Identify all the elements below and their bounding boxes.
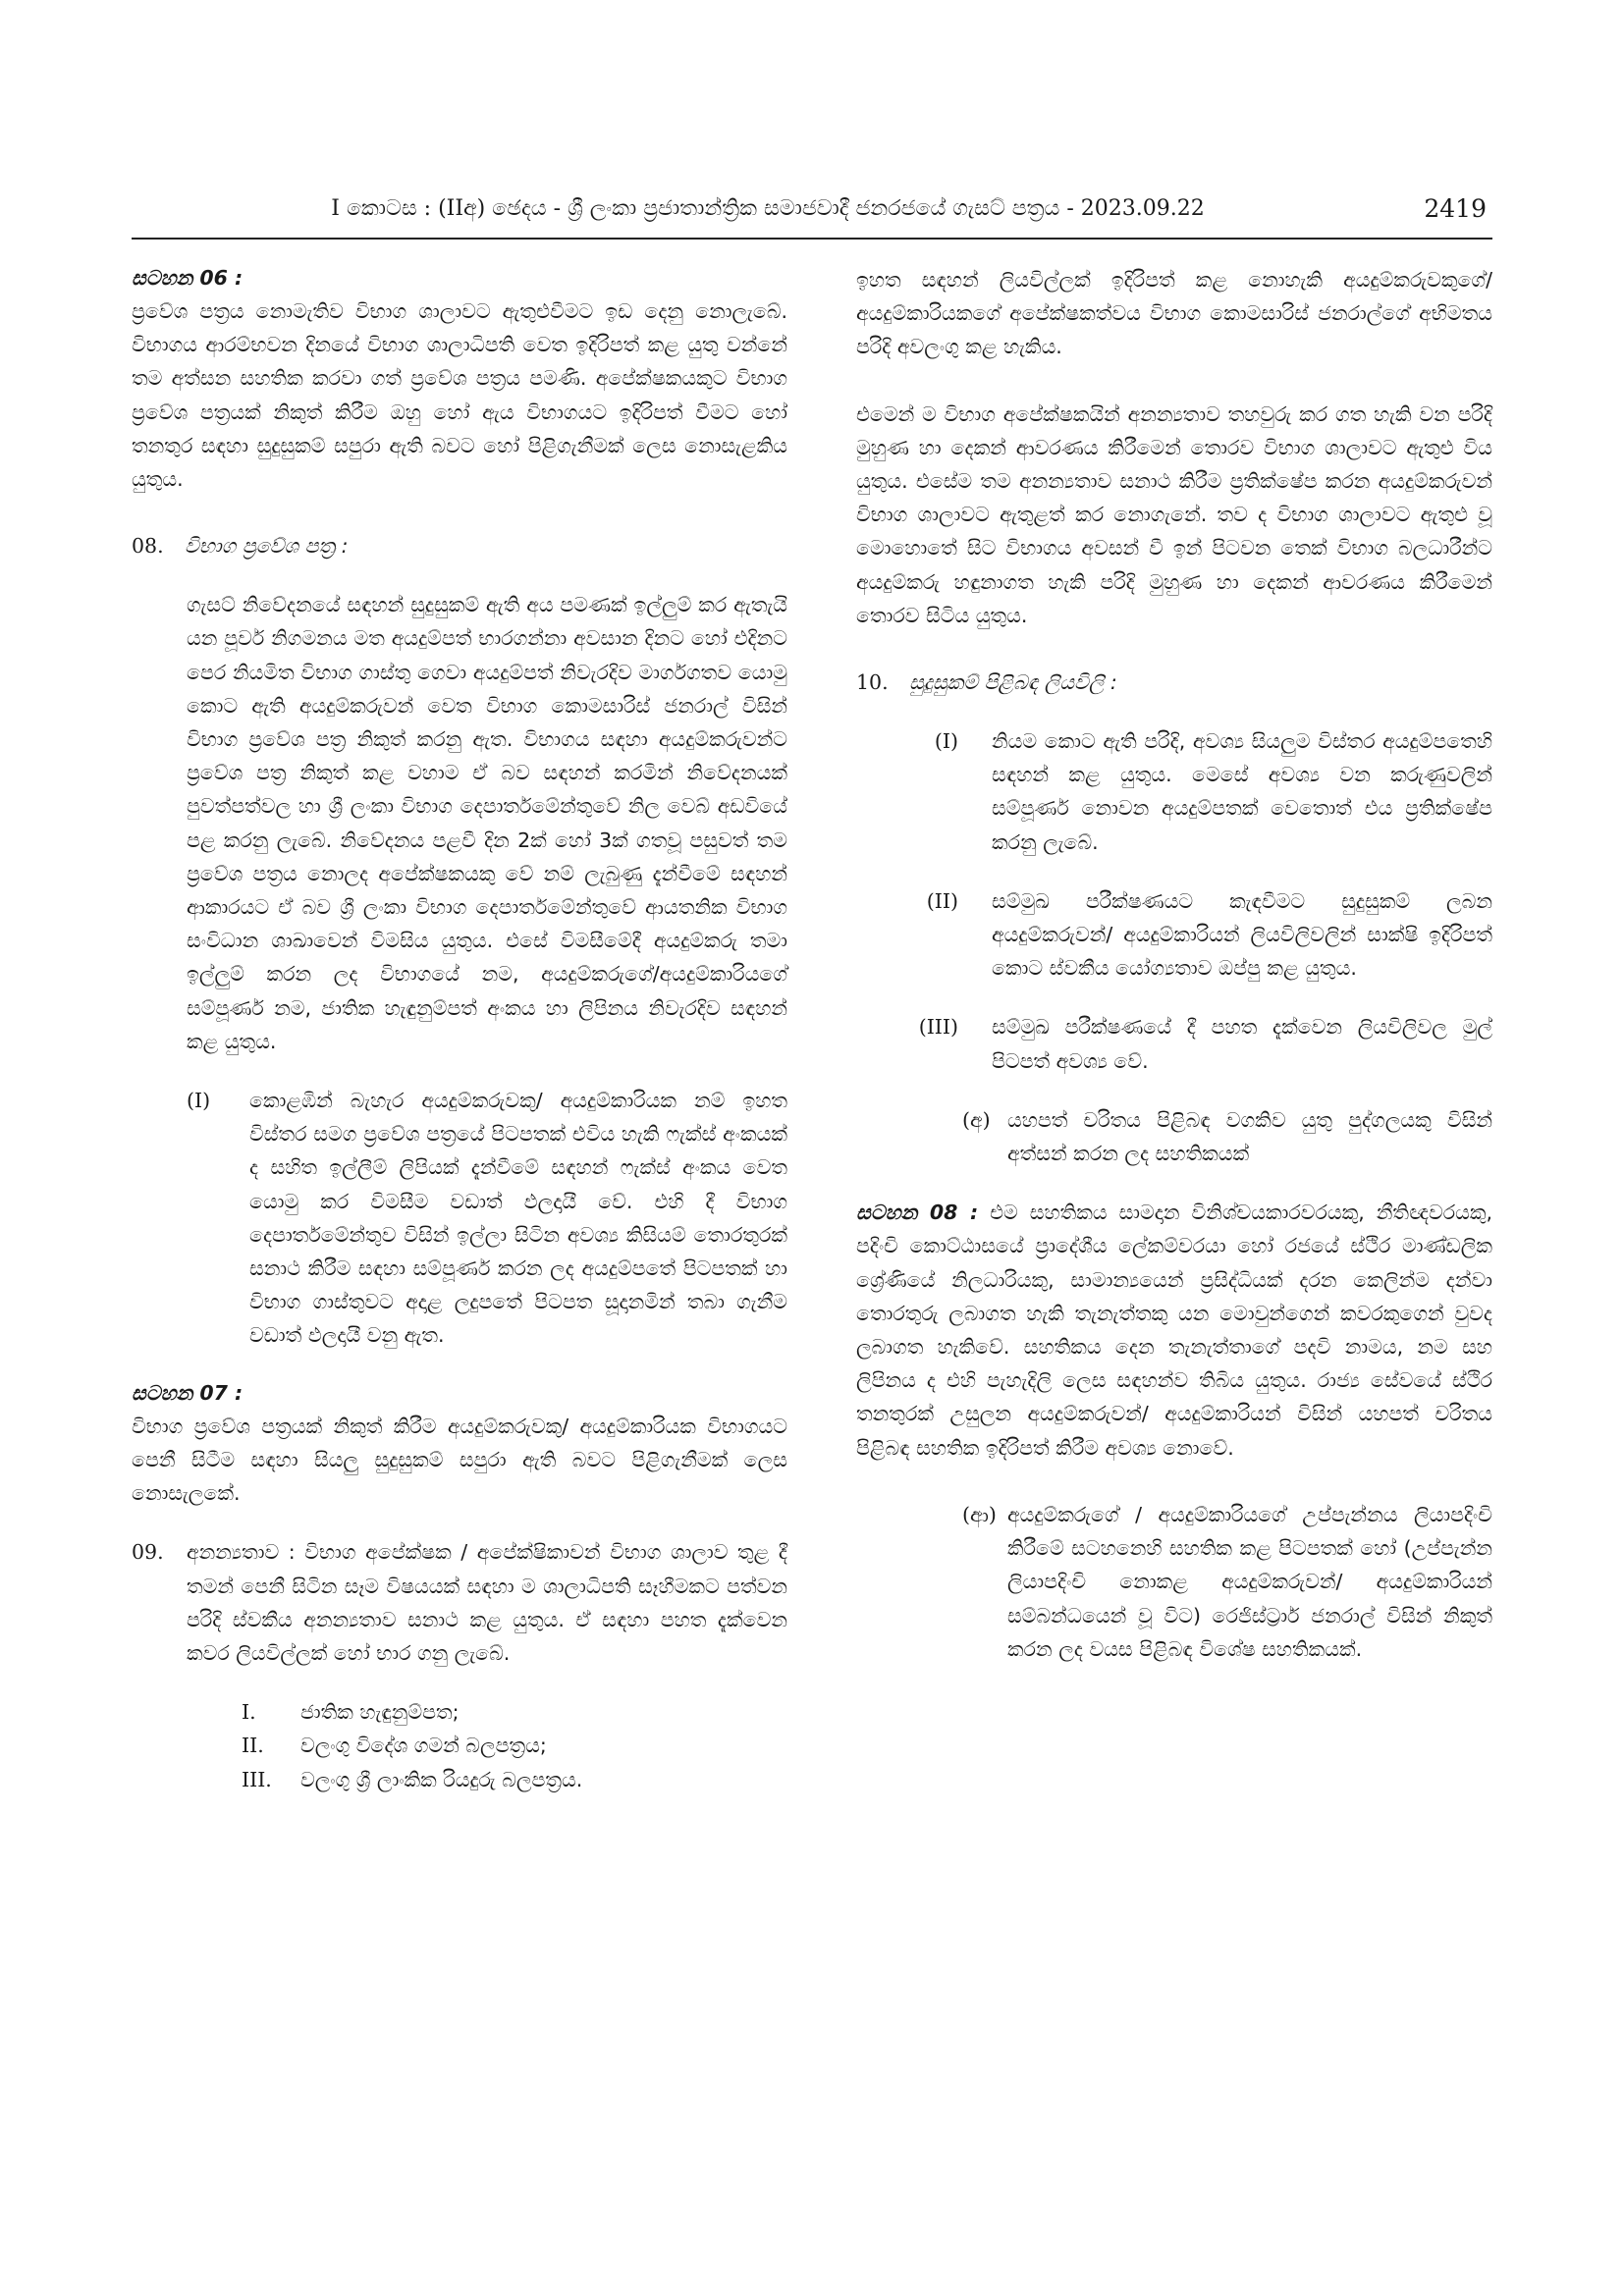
section-08-item-1-text: කොළඹින් බැහැර අයදුම්කරුවකු/ අයදුම්කාරියක නම් ඉහත විස්තර සමග ප්‍රවේශ පත්‍රයේ පිටපතක් එවිය හැකි ෆැක්ස් අංකයක් ද සහිත ඉල්ලීම් ලිපියක් දැන්වීමේ සඳහන් ෆැක්ස් අංකය වෙත යොමු කර විමසීම වඩාත් ඵලදායී වේ. එහි දී විභාග දෙපාර්තමේන්තුව විසින් ඉල්ලා සිටින අවශ්‍ය කිසියම් තොරතුරක් සනාථ කිරීම සඳහා සම්පූර්ණ කරන ලද අයදුම්පතේ පිටපතක් හා විභාග ගාස්තුවට අදාළ ලදුපතේ පිටපත සූදානමින් තබා ගැනීම වඩාත් ඵලදායී වනු ඇත. bbox=[249, 1089, 787, 1348]
section-10-heading bbox=[856, 666, 1492, 699]
sub-item-a-text: යහපත් චරිතය පිළිබඳ වගකිව යුතු පුද්ගලයකු විසින් අත්සන් කරන ලද සහතිකයක් bbox=[1007, 1107, 1492, 1166]
section-08-item-1 bbox=[187, 1084, 787, 1353]
section-09-id-list bbox=[132, 1695, 787, 1796]
section-10-item-number: (II) bbox=[926, 888, 958, 913]
header-title: I කොටස : (IIඅ) ඡෙදය - ශ්‍රී ලංකා ප්‍රජාතාන්ත්‍රික සමාජවාදී ජනරජයේ ගැසට් පත්‍රය - 2023.09.22 bbox=[331, 196, 1205, 221]
list-item bbox=[242, 1763, 787, 1796]
left-column bbox=[132, 263, 787, 1796]
list-item-number: II. bbox=[242, 1734, 264, 1758]
section-10-item-number: (III) bbox=[918, 1015, 958, 1040]
section-10-title: සුදුසුකම් පිළිබඳ ලියවිලි : bbox=[909, 670, 1117, 695]
sub-item-aa-text: අයදුම්කරුගේ / අයදුම්කාරියගේ උප්පැන්නය ලියාපදිංචි කිරීමේ සටහනෙහි සහතික කළ පිටපතක් හෝ (උප්පැන්න ලියාපදිංචි නොකළ අයදුම්කරුවන්/ අයදුම්කාරියන් සම්බන්ධයෙන් වූ විට) රෙජිස්ට්‍රාර් ජනරාල් විසින් නිකුත් කරන ලද වයස පිළිබඳ විශේෂ සහතිකයක්. bbox=[1007, 1502, 1492, 1661]
section-08-heading bbox=[132, 529, 787, 562]
section-08-text: ගැසට් නිවේදනයේ සඳහන් සුදුසුකම් ඇති අය පමණක් ඉල්ලුම් කර ඇතැයි යන පූර්ව නිගමනය මත අයදුම්පත් භාරගන්නා අවසාන දිනට හෝ එදිනට පෙර නියමිත විභාග ගාස්තු ගෙවා අයදුම්පත් නිවැරදිව මාර්ගගතව යොමු කොට ඇති අයදුම්කරුවන් වෙත විභාග කොමසාරිස් ජනරාල් විසින් විභාග ප්‍රවේශ පත්‍ර නිකුත් කරනු ඇත. විභාගය සඳහා අයදුම්කරුවන්ට ප්‍රවේශ පත්‍ර නිකුත් කළ වහාම ඒ බව සඳහන් කරමින් නිවේදනයක් පුවත්පත්වල හා ශ්‍රී ලංකා විභාග දෙපාර්තමේන්තුවේ නිල වෙබ් අඩවියේ පළ කරනු ලැබේ. නිවේදනය පළවී දින 2ක් හෝ 3ක් ගතවූ පසුවත් තම ප්‍රවේශ පත්‍රය නොලද අපේක්ෂකයකු වේ නම් ලැබුණු දැන්වීමේ සඳහන් ආකාරයට ඒ බව ශ්‍රී ලංකා විභාග දෙපාර්තමේන්තුවේ ආයතනික විභාග සංවිධාන ශාඛාවෙන් විමසිය යුතුය. එසේ විමසීමේදී අයදුම්කරු තමා ඉල්ලුම් කරන ලද විභාගයේ නම, අයදුම්කරුගේ/අයදුම්කාරියගේ සම්පූර්ණ නම, ජාතික හැඳුනුම්පත් අංකය හා ලිපිනය නිවැරදිව සඳහන් කළ යුතුය. bbox=[187, 593, 787, 1053]
section-10-item bbox=[856, 1010, 1492, 1077]
note-06-heading: සටහන 06 : bbox=[132, 266, 244, 290]
section-10-item bbox=[856, 884, 1492, 986]
section-09-number: 09. bbox=[132, 1540, 164, 1565]
note-08-text: එම සහතිකය සාමදාන විනිශ්චයකාරවරයකු, නීතිඥවරයකු, පදිංචි කොට්ඨාසයේ ප්‍රාදේශීය ලේකම්වරයා හෝ රජයේ ස්ථිර මාණ්ඩලික ශ්‍රේණියේ නිලධාරියකු, සාමාන්‍යයෙන් ප්‍රසිද්ධියක් දරන කෙලින්ම දන්වා තොරතුරු ලබාගත හැකි තැනැත්තකු යන මොවුන්ගෙන් කවරකුගෙන් වුවද ලබාගත හැකිවේ. සහතිකය දෙන තැනැත්තාගේ පදවි නාමය, නම සහ ලිපිනය ද එහි පැහැදිලි ලෙස සඳහන්ව තිබිය යුතුය. රාජ්‍ය සේවයේ ස්ථිර තනතුරක් උසුලන අයදුම්කරුවන්/ අයදුම්කාරියන් විසින් යහපත් චරිතය පිළිබඳ සහතික ඉදිරිපත් කිරීම අවශ්‍ය නොවේ. bbox=[856, 1201, 1492, 1460]
section-10-item-text: නියම කොට ඇති පරිදි, අවශ්‍ය සියලුම විස්තර අයදුම්පතෙහි සඳහන් කළ යුතුය. මෙසේ අවශ්‍ය වන කරුණුවලින් සම්පූර්ණ නොවන අයදුම්පතක් වෙතොත් එය ප්‍රතික්ෂේප කරනු ලැබේ. bbox=[992, 729, 1492, 854]
sub-item-a-number: (අ) bbox=[962, 1107, 991, 1132]
list-item-text: ජාතික හැඳුනුම්පත; bbox=[300, 1700, 460, 1725]
note-08-heading: සටහන 08 : bbox=[856, 1201, 979, 1225]
section-09 bbox=[132, 1535, 787, 1670]
list-item-number: I. bbox=[242, 1700, 256, 1725]
list-item bbox=[242, 1695, 787, 1729]
section-08-body bbox=[132, 588, 787, 1352]
section-08-number: 08. bbox=[132, 534, 164, 559]
page-number: 2419 bbox=[1424, 194, 1487, 223]
sub-item-a bbox=[856, 1103, 1492, 1170]
note-07-text: විභාග ප්‍රවේශ පත්‍රයක් නිකුත් කිරීම අයදුම්කරුවකු/ අයදුම්කාරියක විභාගයට පෙනී සිටීම සඳහා සියලු සුදුසුකම් සපුරා ඇති බවට පිළිගැනීමක් ලෙස නොසැලකේ. bbox=[132, 1414, 787, 1506]
section-08-title: විභාග ප්‍රවේශ පත්‍ර : bbox=[185, 534, 349, 559]
section-10-item-text: සම්මුඛ පරීක්ෂණයට කැඳවීමට සුදුසුකම් ලබන අයදුම්කරුවන්/ අයදුම්කාරියන් ලියවිලිවලින් සාක්ෂි ඉදිරිපත් කොට ස්වකීය යෝග්‍යතාව ඔප්පු කළ යුතුය. bbox=[992, 888, 1492, 981]
note-06-text: ප්‍රවේශ පත්‍රය නොමැතිව විභාග ශාලාවට ඇතුළුවීමට ඉඩ දෙනු නොලැබේ. විභාගය ආරම්භවන දිනයේ විභාග ශාලාධිපති වෙත ඉදිරිපත් කළ යුතු වන්නේ තම අත්සන සහතික කරවා ගත් ප්‍රවේශ පත්‍රය පමණි. අපේක්ෂකයකුට විභාග ප්‍රවේශ පත්‍රයක් නිකුත් කිරීම ඔහු හෝ ඇය විභාගයට ඉදිරිපත් වීමට හෝ තනතුර සඳහා සුදුසුකම් සපුරා ඇති බවට හෝ පිළිගැනීමක් ලෙස නොසැළකිය යුතුය. bbox=[132, 299, 787, 492]
list-item-number: III. bbox=[242, 1767, 272, 1791]
section-08-item-1-number: (I) bbox=[187, 1089, 211, 1113]
identity-paragraph: එමෙන් ම විභාග අපේක්ෂකයින් අනන්‍යතාව තහවුරු කර ගත හැකි වන පරිදි මුහුණ හා දෙකන් ආවරණය කිරීමෙන් තොරව විභාග ශාලාවට ඇතුළු විය යුතුය. එසේම තම අනන්‍යතාව සනාථ කිරීම ප්‍රතික්ෂේප කරන අයදුම්කරුවන් විභාග ශාලාවට ඇතුළත් කර නොගැනේ. තව ද විභාග ශාලාවට ඇතුළු වූ මොහොතේ සිට විභාගය අවසන් වී ඉන් පිටවන තෙක් විභාග බලධාරීන්ට අයදුම්කරු හඳුනාගත හැකි පරිදි මුහුණ හා දෙකන් ආවරණය කිරීමෙන් තොරව සිටිය යුතුය. bbox=[856, 401, 1492, 627]
section-10-item-number: (I) bbox=[934, 729, 958, 754]
sub-item-aa-number: (ආ) bbox=[962, 1502, 997, 1526]
section-09-continuation: ඉහත සඳහන් ලියවිල්ලක් ඉදිරිපත් කළ නොහැකි අයදුම්කරුවකුගේ/ අයදුම්කාරියකගේ අපේක්ෂකත්වය විභාග කොමසාරිස් ජනරාල්ගේ අභිමතය පරිදි අවලංගු කළ හැකිය. bbox=[856, 268, 1492, 359]
section-10-number: 10. bbox=[856, 670, 889, 695]
list-item bbox=[242, 1729, 787, 1762]
section-09-text: අනන්‍යතාව : විභාග අපේක්ෂක / අපේක්ෂිකාවන් විභාග ශාලාව තුළ දී තමන් පෙනී සිටින සෑම විෂයයක් සඳහා ම ශාලාධිපති සෑහීමකට පත්වන පරිදි ස්වකීය අනන්‍යතාව සනාථ කළ යුතුය. ඒ සඳහා පහත දැක්වෙන කවර ලියවිල්ලක් හෝ භාර ගනු ලැබේ. bbox=[187, 1540, 787, 1665]
page-header bbox=[132, 192, 1492, 240]
note-07-heading: සටහන 07 : bbox=[132, 1380, 244, 1405]
list-item-text: වලංගු විදේශ ගමන් බලපත්‍රය; bbox=[300, 1734, 547, 1758]
section-10-items bbox=[856, 724, 1492, 1078]
right-column bbox=[856, 263, 1492, 1666]
sub-item-aa bbox=[856, 1498, 1492, 1666]
section-10-item-text: සම්මුඛ පරීක්ෂණයේ දී පහත දැක්වෙන ලියවිලිවල මුල් පිටපත් අවශ්‍ය වේ. bbox=[992, 1015, 1492, 1073]
list-item-text: වලංගු ශ්‍රී ලාංකික රියදුරු බලපත්‍රය. bbox=[300, 1767, 583, 1791]
section-10-item bbox=[856, 724, 1492, 859]
note-08 bbox=[856, 1196, 1492, 1465]
